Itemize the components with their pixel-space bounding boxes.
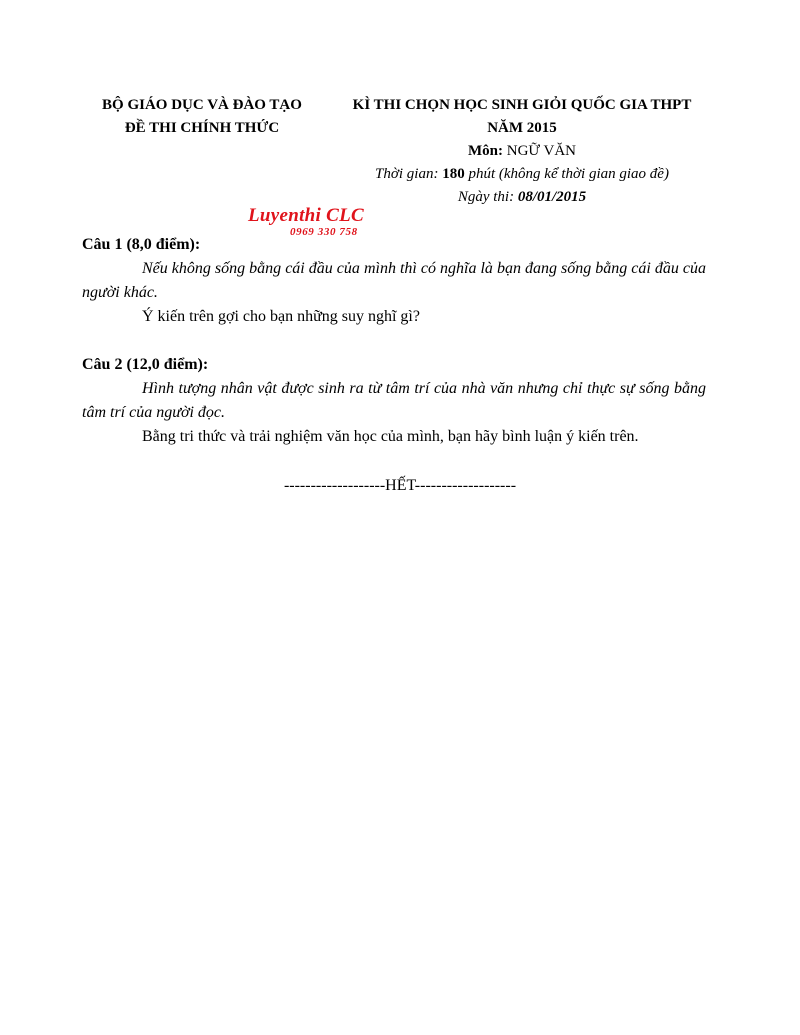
date-value: 08/01/2015 (517, 189, 587, 205)
question-prompt: Ý kiến trên gợi cho bạn những suy nghĩ gì? (142, 308, 420, 325)
subject-name: NGỮ VĂN (506, 143, 577, 159)
ministry-name: BỘ GIÁO DỤC VÀ ĐÀO TẠO (102, 97, 302, 113)
time-value: 180 (442, 166, 465, 182)
document-header (0, 94, 800, 214)
end-mark: -------------------HẾT------------------- (283, 477, 517, 494)
exam-info-block (322, 94, 722, 209)
official-label: ĐỀ THI CHÍNH THỨC (124, 120, 280, 136)
question-quote: Nếu không sống bằng cái đầu của mình thì có nghĩa là bạn đang sống bằng cái đầu của người khác. (82, 260, 706, 301)
question-title: Câu 2 (12,0 điểm): (82, 356, 209, 373)
exam-year: NĂM 2015 (487, 120, 557, 136)
question-title: Câu 1 (8,0 điểm): (82, 236, 201, 253)
question-quote: Hình tượng nhân vật được sinh ra từ tâm trí của nhà văn nhưng chỉ thực sự sống bằng tâm trí của người đọc. (82, 380, 706, 421)
time-note: phút (không kể thời gian giao đề) (468, 166, 669, 182)
issuer-block (82, 94, 322, 140)
date-label: Ngày thi: (457, 189, 515, 205)
exam-body (82, 233, 706, 449)
subject-line (322, 140, 722, 163)
stamp-phone: 0969 330 758 (290, 226, 358, 238)
subject-label: Môn: (467, 143, 503, 159)
question-1 (82, 233, 706, 329)
stamp-brand: Luyenthi CLC (248, 205, 365, 226)
time-label: Thời gian: (375, 166, 439, 182)
question-prompt: Bằng tri thức và trải nghiệm văn học của mình, bạn hãy bình luận ý kiến trên. (142, 428, 639, 445)
spacer (82, 329, 706, 353)
time-line (322, 163, 722, 186)
question-2 (82, 353, 706, 449)
exam-title: KÌ THI CHỌN HỌC SINH GIỎI QUỐC GIA THPT (352, 97, 692, 113)
